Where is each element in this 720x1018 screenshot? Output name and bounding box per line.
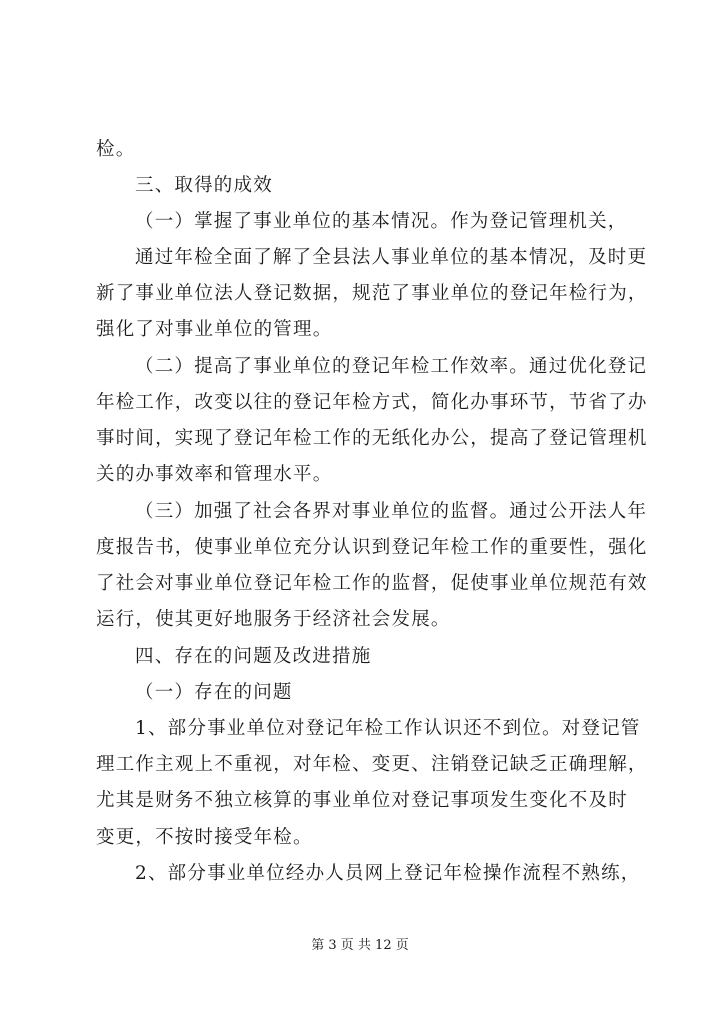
paragraph-line: 尤其是财务不独立核算的事业单位对登记事项发生变化不及时 — [96, 790, 628, 811]
subsection-heading: （一）存在的问题 — [135, 682, 293, 703]
paragraph-line: 度报告书，使事业单位充分认识到登记年检工作的重要性，强化 — [96, 537, 648, 558]
paragraph-line: 新了事业单位法人登记数据，规范了事业单位的登记年检行为， — [96, 283, 648, 304]
subsection-heading: （三）加强了社会各界对事业单位的监督。通过公开法人年 — [135, 501, 648, 522]
paragraph-line: 运行，使其更好地服务于经济社会发展。 — [96, 609, 451, 630]
paragraph-line: 年检工作，改变以往的登记年检方式，简化办事环节，节省了办 — [96, 392, 648, 413]
section-heading: 三、取得的成效 — [135, 175, 273, 196]
section-heading: 四、存在的问题及改进措施 — [135, 646, 372, 667]
subsection-heading: （二）提高了事业单位的登记年检工作效率。通过优化登记 — [135, 356, 648, 377]
paragraph-line: 通过年检全面了解了全县法人事业单位的基本情况，及时更 — [135, 247, 648, 268]
paragraph-line: 了社会对事业单位登记年检工作的监督，促使事业单位规范有效 — [96, 573, 648, 594]
paragraph-line: 1、部分事业单位对登记年检工作认识还不到位。对登记管 — [135, 718, 641, 739]
subsection-heading: （一）掌握了事业单位的基本情况。作为登记管理机关， — [135, 211, 628, 232]
paragraph-line: 检。 — [96, 139, 136, 160]
paragraph-line: 理工作主观上不重视，对年检、变更、注销登记缺乏正确理解， — [96, 754, 648, 775]
paragraph-line: 变更，不按时接受年检。 — [96, 827, 313, 848]
paragraph-line: 2、部分事业单位经办人员网上登记年检操作流程不熟练， — [135, 863, 641, 884]
paragraph-line: 强化了对事业单位的管理。 — [96, 319, 333, 340]
page-number-footer: 第 3 页 共 12 页 — [311, 938, 409, 953]
paragraph-line: 事时间，实现了登记年检工作的无纸化办公，提高了登记管理机 — [96, 428, 648, 449]
paragraph-line: 关的办事效率和管理水平。 — [96, 464, 333, 485]
